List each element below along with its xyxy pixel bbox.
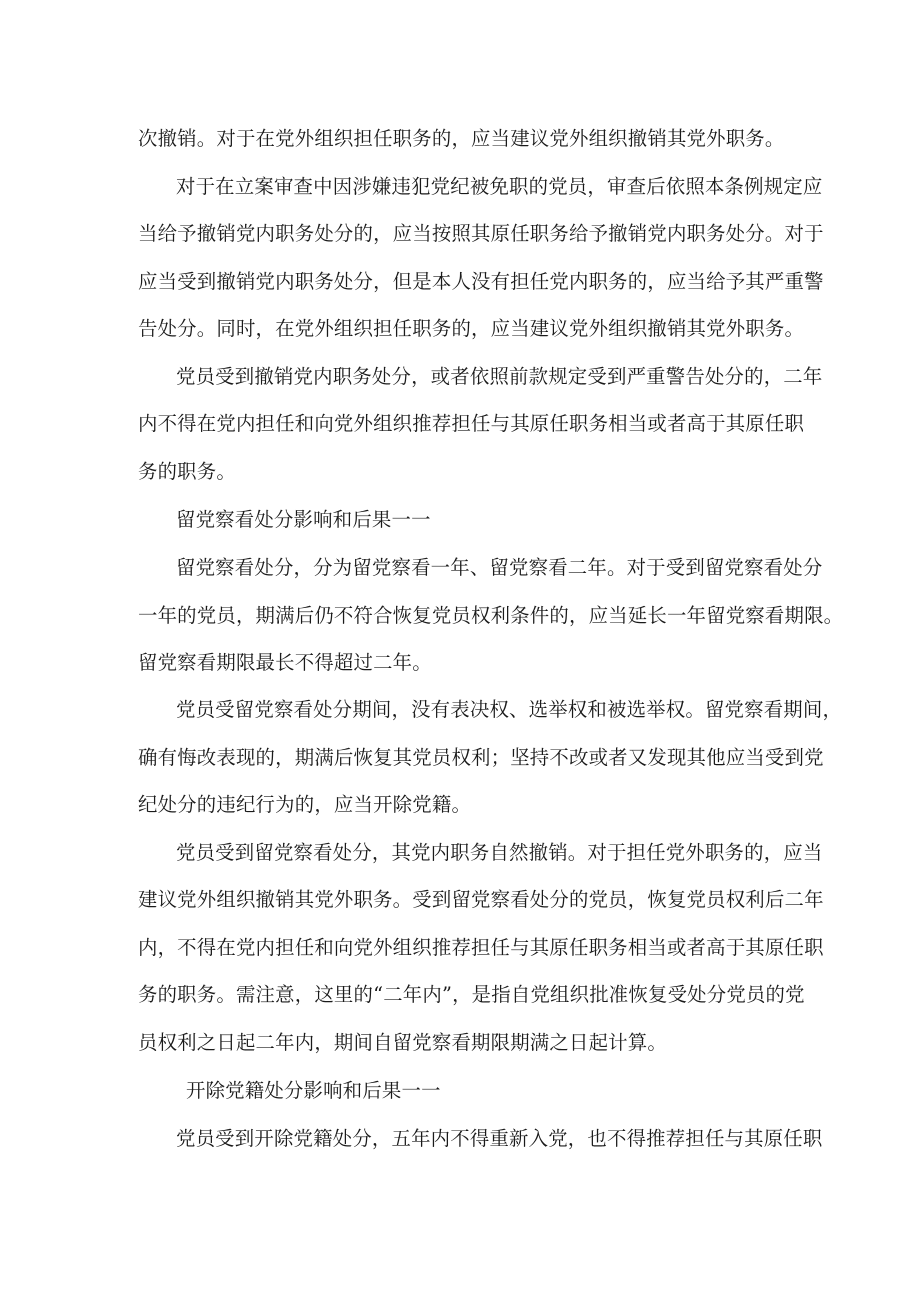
text-line: 留党察看期限最长不得超过二年。 (138, 651, 432, 674)
text-line: 告处分。同时，在党外组织担任职务的，应当建议党外组织撤销其党外职务。 (138, 317, 805, 340)
text-line: 务的职务。 (138, 460, 236, 483)
text-line: 务的职务。需注意，这里的“二年内”，是指自党组织批准恢复受处分党员的党 (138, 983, 805, 1006)
text-line: 员权利之日起二年内，期间自留党察看期限期满之日起计算。 (138, 1031, 667, 1054)
text-line: 当给予撤销党内职务处分的，应当按照其原任职务给予撤销党内职务处分。对于 (138, 222, 824, 245)
text-line: 留党察看处分，分为留党察看一年、留党察看二年。对于受到留党察看处分 (176, 556, 823, 579)
text-line: 党员受到开除党籍处分，五年内不得重新入党，也不得推荐担任与其原任职 (176, 1127, 823, 1150)
text-line: 内，不得在党内担任和向党外组织推荐担任与其原任职务相当或者高于其原任职 (138, 936, 824, 959)
text-line: 一年的党员，期满后仍不符合恢复党员权利条件的，应当延长一年留党察看期限。 (138, 604, 844, 627)
text-line: 建议党外组织撤销其党外职务。受到留党察看处分的党员，恢复党员权利后二年 (138, 888, 824, 911)
text-line: 确有悔改表现的，期满后恢复其党员权利；坚持不改或者又发现其他应当受到党 (138, 746, 824, 769)
text-line: 次撤销。对于在党外组织担任职务的，应当建议党外组织撤销其党外职务。 (138, 127, 785, 150)
text-line: 党员受留党察看处分期间，没有表决权、选举权和被选举权。留党察看期间， (176, 698, 843, 721)
text-line: 纪处分的违纪行为的，应当开除党籍。 (138, 793, 472, 816)
text-line: 应当受到撤销党内职务处分，但是本人没有担任党内职务的，应当给予其严重警 (138, 270, 824, 293)
text-line: 党员受到留党察看处分，其党内职务自然撤销。对于担任党外职务的，应当 (176, 841, 823, 864)
section-heading: 留党察看处分影响和后果一一 (176, 508, 431, 531)
text-line: 内不得在党内担任和向党外组织推荐担任与其原任职务相当或者高于其原任职 (138, 412, 805, 435)
text-line: 对于在立案审查中因涉嫌违犯党纪被免职的党员，审查后依照本条例规定应 (176, 175, 823, 198)
section-heading: 开除党籍处分影响和后果一一 (186, 1079, 441, 1102)
text-line: 党员受到撤销党内职务处分，或者依照前款规定受到严重警告处分的，二年 (176, 365, 823, 388)
